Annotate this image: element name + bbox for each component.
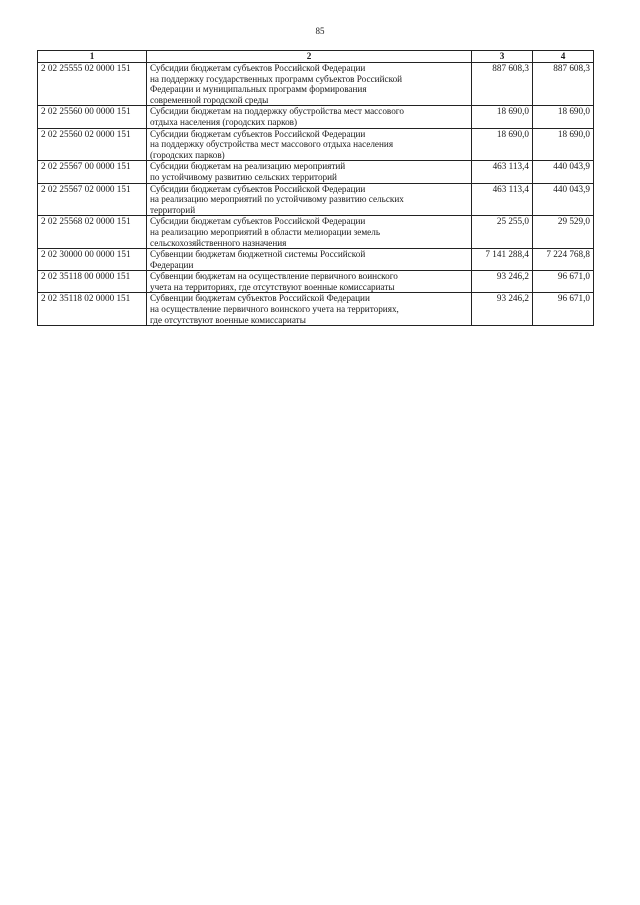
description-cell <box>147 106 472 128</box>
description-line: Субсидии бюджетам субъектов Российской Федерации <box>150 216 366 227</box>
description-line: учета на территориях, где отсутствуют военные комиссариаты <box>150 281 395 292</box>
description-line: на реализацию мероприятий в области мелиорации земель <box>150 226 381 237</box>
amount-col3-cell: 93 246,2 <box>472 293 533 326</box>
description-cell <box>147 249 472 271</box>
table-row <box>38 216 594 249</box>
amount-col3-cell: 463 113,4 <box>472 161 533 183</box>
description-cell <box>147 63 472 106</box>
amount-col4-cell: 440 043,9 <box>533 161 594 183</box>
description-cell <box>147 128 472 161</box>
table-row <box>38 161 594 183</box>
budget-code-cell: 2 02 25567 02 0000 151 <box>38 183 147 216</box>
column-header-3: 3 <box>472 51 533 63</box>
description-line: Субсидии бюджетам субъектов Российской Федерации <box>150 183 366 194</box>
table-row <box>38 293 594 326</box>
table-body <box>38 63 594 326</box>
amount-col3-cell: 18 690,0 <box>472 128 533 161</box>
budget-code-cell: 2 02 35118 02 0000 151 <box>38 293 147 326</box>
description-line: по устойчивому развитию сельских территорий <box>150 171 337 182</box>
amount-col3-cell: 18 690,0 <box>472 106 533 128</box>
description-line: на поддержку государственных программ субъектов Российской <box>150 73 403 84</box>
description-line: где отсутствуют военные комиссариаты <box>150 314 306 325</box>
budget-code-cell: 2 02 25560 02 0000 151 <box>38 128 147 161</box>
description-line: Субсидии бюджетам субъектов Российской Федерации <box>150 63 366 73</box>
amount-col3-cell: 25 255,0 <box>472 216 533 249</box>
budget-code-cell: 2 02 25555 02 0000 151 <box>38 63 147 106</box>
description-line: (городских парков) <box>150 149 225 160</box>
amount-col4-cell: 7 224 768,8 <box>533 249 594 271</box>
table-row <box>38 271 594 293</box>
description-line: территорий <box>150 204 196 215</box>
table-header-row <box>38 51 594 63</box>
description-line: Федерации <box>150 259 194 270</box>
amount-col4-cell: 887 608,3 <box>533 63 594 106</box>
amount-col3-cell: 887 608,3 <box>472 63 533 106</box>
description-line: Субсидии бюджетам субъектов Российской Федерации <box>150 128 366 139</box>
amount-col4-cell: 18 690,0 <box>533 106 594 128</box>
description-line: на поддержку обустройства мест массового отдыха населения <box>150 139 394 150</box>
description-line: отдыха населения (городских парков) <box>150 116 298 127</box>
description-cell <box>147 161 472 183</box>
column-header-1: 1 <box>38 51 147 63</box>
description-line: на осуществление первичного воинского учета на территориях, <box>150 304 399 315</box>
page-number: 85 <box>315 26 325 36</box>
table-row <box>38 106 594 128</box>
budget-code-cell: 2 02 25567 00 0000 151 <box>38 161 147 183</box>
amount-col4-cell: 96 671,0 <box>533 293 594 326</box>
amount-col3-cell: 463 113,4 <box>472 183 533 216</box>
budget-table <box>37 50 594 326</box>
column-header-2: 2 <box>147 51 472 63</box>
table-row <box>38 63 594 106</box>
description-cell <box>147 183 472 216</box>
budget-code-cell: 2 02 30000 00 0000 151 <box>38 249 147 271</box>
budget-code-cell: 2 02 25560 00 0000 151 <box>38 106 147 128</box>
description-line: на реализацию мероприятий по устойчивому развитию сельских <box>150 194 404 205</box>
description-cell <box>147 216 472 249</box>
description-line: Субсидии бюджетам на поддержку обустройства мест массового <box>150 106 404 117</box>
amount-col3-cell: 93 246,2 <box>472 271 533 293</box>
table-row <box>38 249 594 271</box>
description-line: Субвенции бюджетам на осуществление первичного воинского <box>150 271 398 282</box>
description-line: Субвенции бюджетам субъектов Российской Федерации <box>150 293 370 304</box>
budget-code-cell: 2 02 25568 02 0000 151 <box>38 216 147 249</box>
description-line: Субсидии бюджетам на реализацию мероприятий <box>150 161 346 172</box>
table-row <box>38 128 594 161</box>
column-header-4: 4 <box>533 51 594 63</box>
amount-col3-cell: 7 141 288,4 <box>472 249 533 271</box>
description-line: современной городской среды <box>150 94 269 105</box>
amount-col4-cell: 18 690,0 <box>533 128 594 161</box>
description-cell <box>147 271 472 293</box>
amount-col4-cell: 440 043,9 <box>533 183 594 216</box>
table-row <box>38 183 594 216</box>
description-line: Субвенции бюджетам бюджетной системы Российской <box>150 249 366 260</box>
budget-code-cell: 2 02 35118 00 0000 151 <box>38 271 147 293</box>
description-cell <box>147 293 472 326</box>
description-line: Федерации и муниципальных программ формирования <box>150 84 367 95</box>
amount-col4-cell: 29 529,0 <box>533 216 594 249</box>
amount-col4-cell: 96 671,0 <box>533 271 594 293</box>
description-line: сельскохозяйственного назначения <box>150 237 287 248</box>
